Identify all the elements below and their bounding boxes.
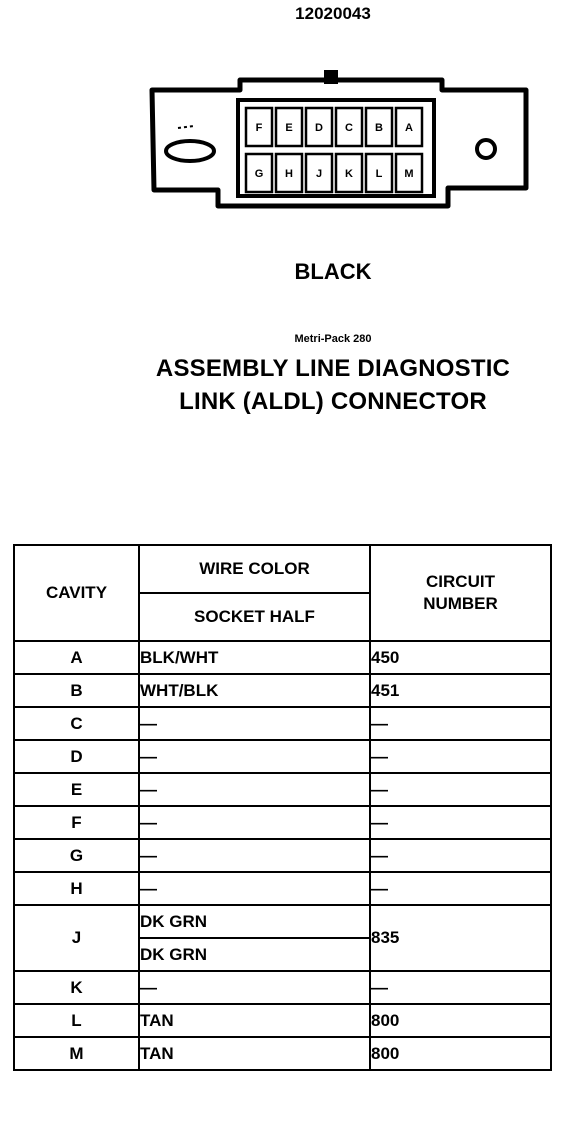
table-row [14,641,551,674]
circuit-number-cell: 800 [370,1004,551,1037]
header-wire-color: WIRE COLOR [139,545,370,593]
header-circuit-line-2: NUMBER [423,594,498,613]
wire-color-cell: — [139,740,370,773]
pin-label-d: D [315,122,323,134]
cavity-cell: M [14,1037,139,1070]
circuit-number-cell: — [370,839,551,872]
wire-color-cell: — [139,872,370,905]
cavity-cell: F [14,806,139,839]
circuit-number-cell: — [370,971,551,1004]
wire-color-cell: DK GRN [139,938,370,971]
circuit-number-cell: 450 [370,641,551,674]
cavity-cell: K [14,971,139,1004]
table-row [14,806,551,839]
cavity-cell: D [14,740,139,773]
circuit-number-cell: — [370,740,551,773]
circuit-number-cell: 800 [370,1037,551,1070]
table-row [14,1004,551,1037]
wire-color-cell: — [139,707,370,740]
header-circuit-number [370,545,551,641]
wire-color-cell: DK GRN [139,905,370,938]
cavity-cell: E [14,773,139,806]
table-row [14,971,551,1004]
connector-diagram [148,70,534,216]
table-row [14,1037,551,1070]
cavity-cell: L [14,1004,139,1037]
pin-label-f: F [255,122,263,134]
table-row [14,773,551,806]
pin-label-c: C [345,122,353,134]
part-number: 12020043 [295,4,371,23]
wire-color-cell: — [139,971,370,1004]
connector-color-label: BLACK [294,259,372,284]
table-row [14,674,551,707]
circuit-number-cell: — [370,872,551,905]
wire-color-cell: TAN [139,1037,370,1070]
circuit-number-cell: 451 [370,674,551,707]
connector-title-line-1: ASSEMBLY LINE DIAGNOSTIC [155,355,511,382]
cavity-cell: C [14,707,139,740]
circuit-number-cell: — [370,806,551,839]
cavity-cell: A [14,641,139,674]
pin-label-k: K [345,168,353,180]
connector-latch [324,70,338,84]
pin-label-g: G [254,168,264,180]
right-mounting-hole-icon [477,140,495,158]
cavity-cell: J [14,905,139,971]
header-cavity: CAVITY [14,545,139,641]
table-row [14,707,551,740]
pin-label-h: H [285,168,293,180]
wire-color-cell: — [139,839,370,872]
table-row [14,740,551,773]
wire-color-cell: WHT/BLK [139,674,370,707]
connector-title-line-2: LINK (ALDL) CONNECTOR [179,388,487,415]
table-row [14,905,551,938]
circuit-number-cell: — [370,707,551,740]
header-circuit-line-1: CIRCUIT [426,572,495,591]
pin-label-l: L [375,168,383,180]
cavity-cell: H [14,872,139,905]
circuit-number-cell: 835 [370,905,551,971]
table-row [14,872,551,905]
connector-series-label: Metri-Pack 280 [294,333,372,345]
pin-label-b: B [375,122,383,134]
pin-label-m: M [404,168,414,180]
header-socket-half: SOCKET HALF [139,593,370,641]
wire-color-cell: — [139,773,370,806]
pin-label-a: A [405,122,413,134]
left-mounting-hole-icon [166,141,214,161]
pin-label-e: E [285,122,293,134]
cavity-cell: G [14,839,139,872]
wire-color-cell: TAN [139,1004,370,1037]
wire-color-cell: — [139,806,370,839]
table-body [14,641,551,1070]
cavity-table [13,544,552,1071]
table-row [14,839,551,872]
cavity-cell: B [14,674,139,707]
pin-grid [246,108,422,192]
wire-color-cell: BLK/WHT [139,641,370,674]
pin-label-j: J [315,168,323,180]
circuit-number-cell: — [370,773,551,806]
